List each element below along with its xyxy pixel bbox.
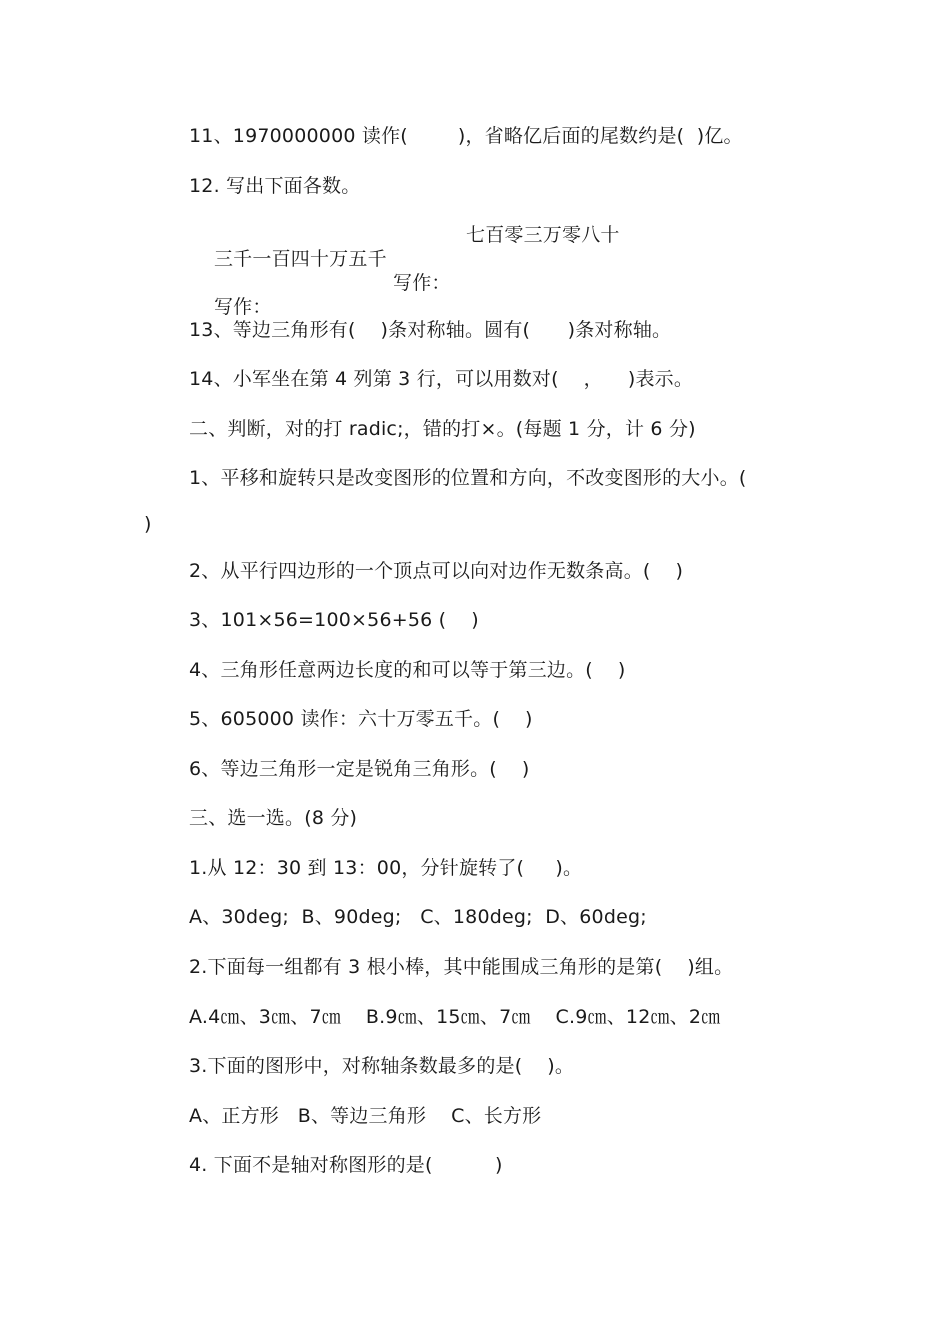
choice-2-options: A.4㎝、3㎝、7㎝ B.9㎝、15㎝、7㎝ C.9㎝、12㎝、2㎝ [189,1006,721,1028]
judgement-1: 1、平移和旋转只是改变图形的位置和方向，不改变图形的大小。( [189,467,747,489]
judgement-5: 5、605000 读作：六十万零五千。( ) [189,708,533,730]
choice-3-options: A、正方形 B、等边三角形 C、长方形 [189,1105,542,1127]
choice-4: 4. 下面不是轴对称图形的是( ) [189,1154,503,1176]
judgement-2: 2、从平行四边形的一个顶点可以向对边作无数条高。( ) [189,560,684,582]
choice-2: 2.下面每一组都有 3 根小棒，其中能围成三角形的是第( )组。 [189,956,734,978]
judgement-1-continuation: ) [144,513,152,535]
judgement-4: 4、三角形任意两边长度的和可以等于第三边。( ) [189,659,626,681]
question-12-number-b: 七百零三万零八十 [466,224,620,246]
question-12-number-a: 三千一百四十万五千 [213,248,387,270]
judgement-6: 6、等边三角形一定是锐角三角形。( ) [189,758,530,780]
section-3-heading: 三、选一选。(8 分) [189,807,358,829]
question-12-write-a: 写作： [213,296,272,318]
question-12-write-b: 写作： [393,272,451,294]
choice-1-options: A、30deg; B、90deg; C、180deg; D、60deg; [189,906,647,928]
question-12: 12. 写出下面各数。 [189,175,361,197]
judgement-3: 3、101×56=100×56+56 ( ) [189,609,479,631]
question-11: 11、1970000000 读作( )，省略亿后面的尾数约是( )亿。 [189,125,743,147]
choice-1: 1.从 12：30 到 13：00，分针旋转了( )。 [189,857,583,879]
section-2-heading: 二、判断，对的打 radic;，错的打×。(每题 1 分，计 6 分) [189,418,696,440]
question-13: 13、等边三角形有( )条对称轴。圆有( )条对称轴。 [189,319,672,341]
question-14: 14、小军坐在第 4 列第 3 行，可以用数对( ， )表示。 [189,368,694,390]
choice-3: 3.下面的图形中，对称轴条数最多的是( )。 [189,1055,575,1077]
